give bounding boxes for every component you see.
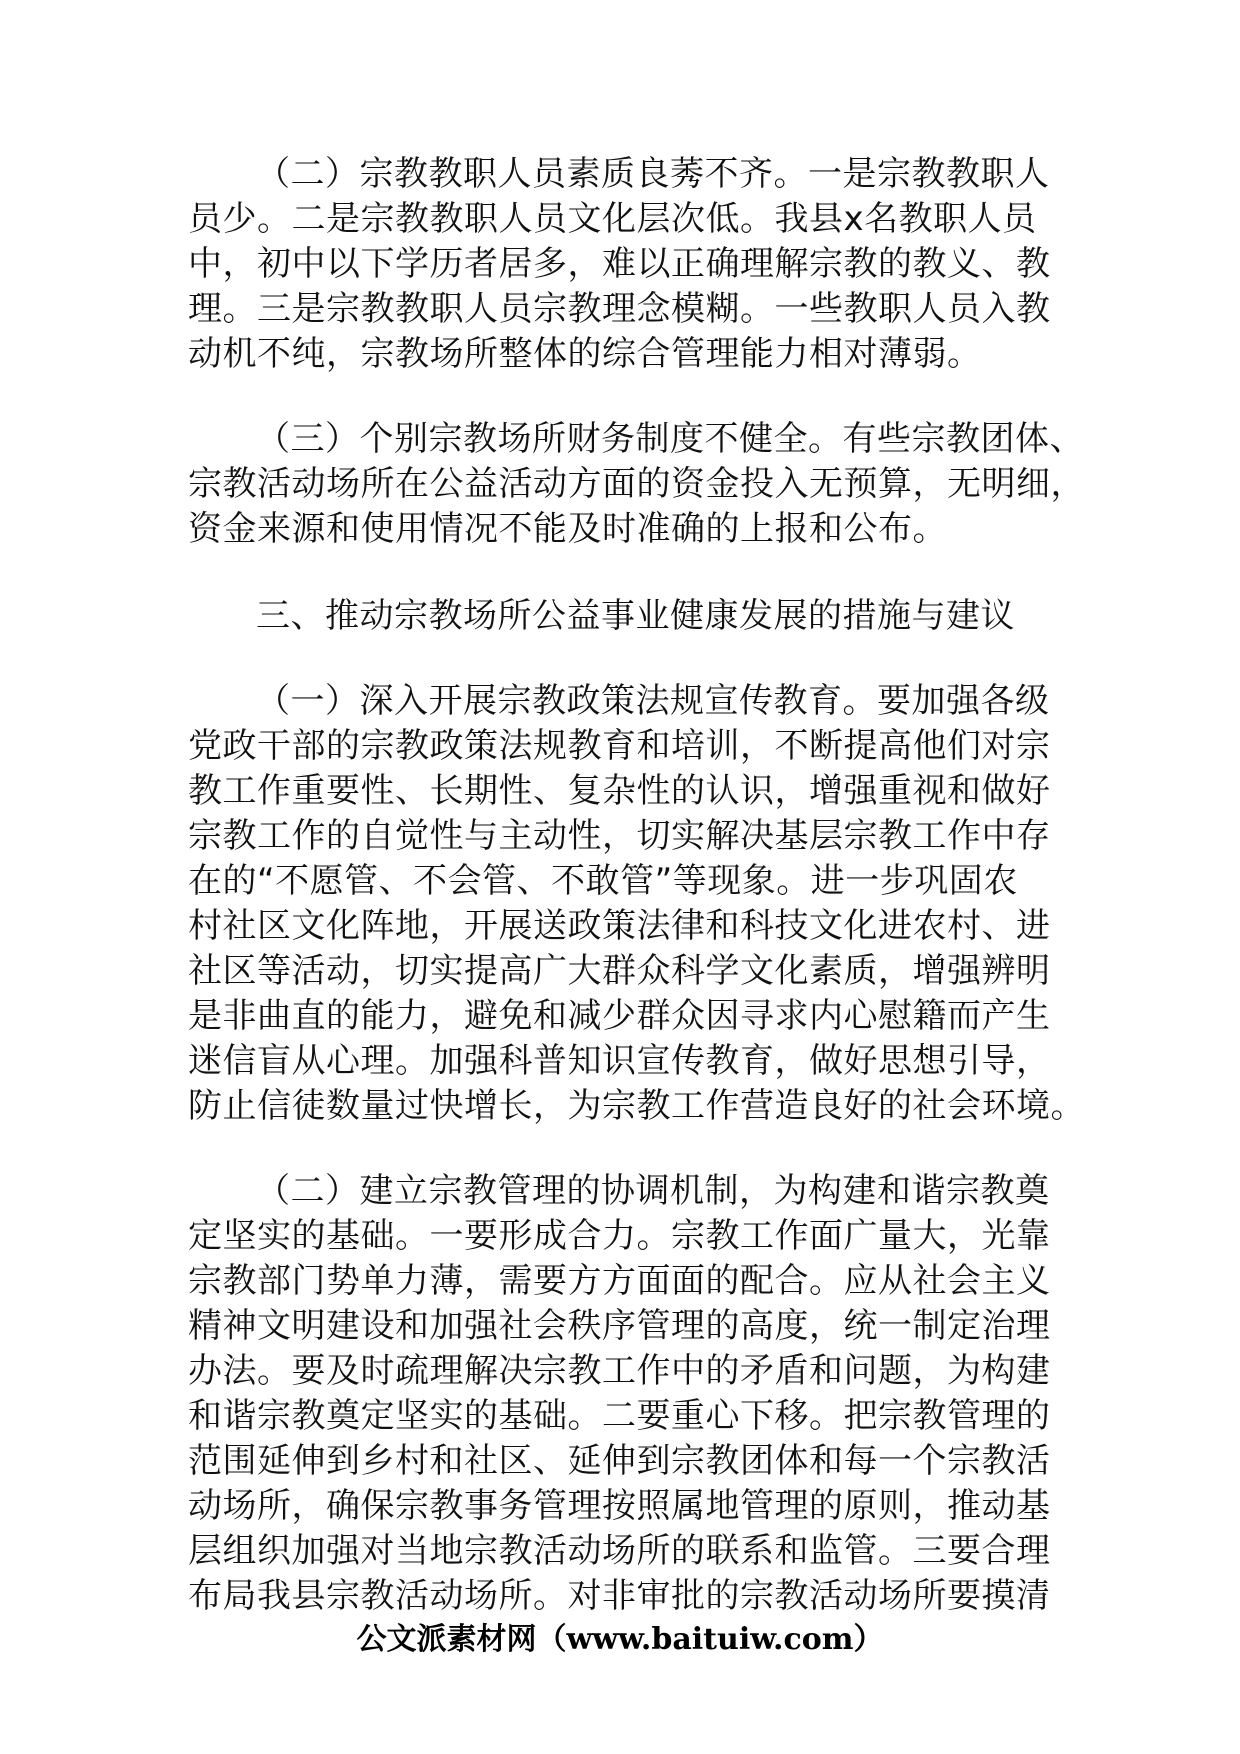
text-line: 员少。二是宗教教职人员文化层次低。我县x名教职人员	[188, 199, 1037, 239]
text-line: 在的“不愿管、不会管、不敢管”等现象。进一步巩固农	[188, 861, 1018, 901]
text-line: 布局我县宗教活动场所。对非审批的宗教活动场所要摸清	[188, 1576, 1051, 1616]
text-line: 迷信盲从心理。加强科普知识宣传教育，做好思想引导，	[188, 1041, 1051, 1081]
text-line: 是非曲直的能力，避免和减少群众因寻求内心慰籍而产生	[188, 996, 1051, 1036]
text-line: （一）深入开展宗教政策法规宣传教育。要加强各级	[256, 681, 1050, 721]
document-body	[188, 152, 1085, 1619]
text-line: 宗教活动场所在公益活动方面的资金投入无预算，无明细，	[188, 464, 1085, 504]
text-line: 精神文明建设和加强社会秩序管理的高度，统一制定治理	[188, 1306, 1051, 1346]
paragraph-financial-system	[188, 417, 1085, 552]
text-line: 中，初中以下学历者居多，难以正确理解宗教的教义、教	[188, 244, 1051, 284]
text-line: 定坚实的基础。一要形成合力。宗教工作面广量大，光靠	[188, 1216, 1051, 1256]
text-line: （二）建立宗教管理的协调机制，为构建和谐宗教奠	[256, 1171, 1050, 1211]
text-line: 村社区文化阵地，开展送政策法律和科技文化进农村、进	[188, 906, 1051, 946]
text-line: 动场所，确保宗教事务管理按照属地管理的原则，推动基	[188, 1486, 1051, 1526]
text-line: 教工作重要性、长期性、复杂性的认识，增强重视和做好	[188, 771, 1051, 811]
text-line: 党政干部的宗教政策法规教育和培训，不断提高他们对宗	[188, 726, 1051, 766]
text-line: 动机不纯，宗教场所整体的综合管理能力相对薄弱。	[188, 334, 982, 374]
section-heading-text: 三、推动宗教场所公益事业健康发展的措施与建议	[256, 596, 1015, 636]
text-line: 办法。要及时疏理解决宗教工作中的矛盾和问题，为构建	[188, 1351, 1051, 1391]
paragraph-coordination-mechanism	[188, 1169, 1058, 1619]
paragraph-policy-education	[188, 679, 1085, 1129]
text-line: 宗教工作的自觉性与主动性，切实解决基层宗教工作中存	[188, 816, 1051, 856]
text-line: 层组织加强对当地宗教活动场所的联系和监管。三要合理	[188, 1531, 1051, 1571]
text-line: 宗教部门势单力薄，需要方方面面的配合。应从社会主义	[188, 1261, 1051, 1301]
text-line: 范围延伸到乡村和社区、延伸到宗教团体和每一个宗教活	[188, 1441, 1051, 1481]
text-line: （二）宗教教职人员素质良莠不齐。一是宗教教职人	[256, 154, 1050, 194]
footer-watermark-text: 公文派素材网（www.baituiw.com）	[356, 1622, 884, 1657]
text-line: 理。三是宗教教职人员宗教理念模糊。一些教职人员入教	[188, 289, 1051, 329]
text-line: 资金来源和使用情况不能及时准确的上报和公布。	[188, 509, 947, 549]
text-line: （三）个别宗教场所财务制度不健全。有些宗教团体、	[256, 419, 1084, 459]
text-line: 防止信徒数量过快增长，为宗教工作营造良好的社会环境。	[188, 1086, 1085, 1126]
text-line: 和谐宗教奠定坚实的基础。二要重心下移。把宗教管理的	[188, 1396, 1051, 1436]
paragraph-personnel-quality	[188, 152, 1058, 377]
section-heading	[188, 594, 1058, 639]
text-line: 社区等活动，切实提高广大群众科学文化素质，增强辨明	[188, 951, 1051, 991]
